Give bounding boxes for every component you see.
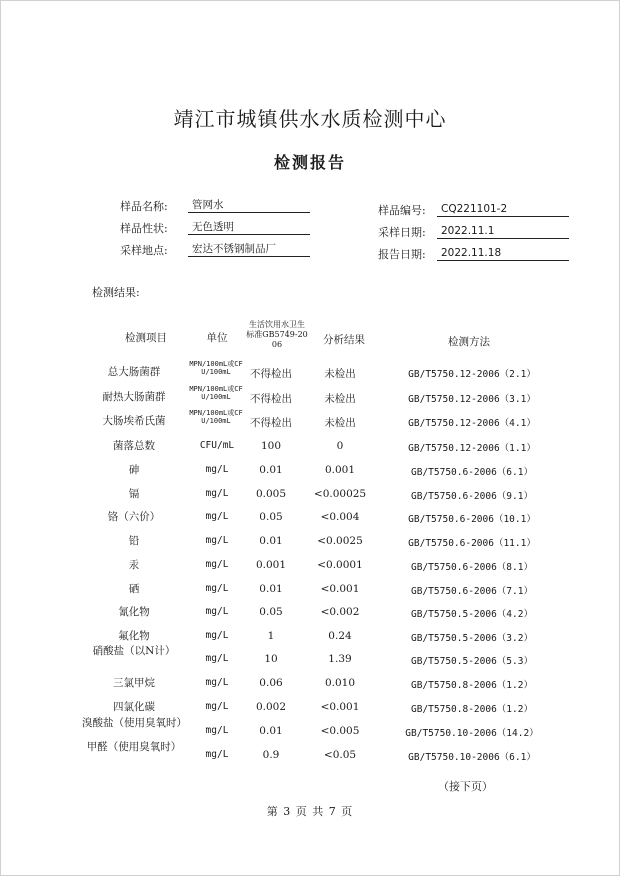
sample-name-label: 样品名称:: [120, 200, 168, 213]
row-standard: 1: [267, 630, 275, 642]
row-standard: 0.01: [259, 583, 283, 595]
report-date-value: 2022.11.18: [437, 246, 569, 261]
sampling-date-label: 采样日期:: [378, 226, 426, 239]
row-unit: MPN/100mL或CFU/100mL: [189, 409, 243, 425]
row-method: GB/T5750.5-2006（3.2）: [411, 633, 533, 644]
row-item: 砷: [128, 464, 140, 476]
row-result: 0.24: [328, 630, 352, 642]
row-unit: mg/L: [205, 488, 229, 499]
row-result: <0.004: [320, 511, 360, 523]
row-standard: 不得检出: [250, 417, 292, 429]
sample-name-value: 管网水: [188, 198, 310, 213]
row-result: 0.001: [324, 464, 356, 476]
table-row: [0, 411, 620, 435]
row-standard: 10: [264, 653, 278, 665]
table-row: [0, 741, 620, 769]
row-standard: 0.005: [255, 488, 287, 500]
row-unit: mg/L: [205, 559, 229, 570]
table-row: [0, 673, 620, 697]
row-unit: mg/L: [205, 725, 229, 736]
row-result: <0.002: [320, 606, 360, 618]
sample-property-value: 无色透明: [188, 220, 310, 235]
row-item: 三氯甲烷: [113, 677, 155, 689]
row-item: 甲醛（使用臭氧时）: [86, 741, 182, 753]
table-row: [0, 579, 620, 603]
row-unit: mg/L: [205, 535, 229, 546]
row-result: 未检出: [324, 417, 356, 429]
row-method: GB/T5750.12-2006（4.1）: [408, 418, 536, 429]
row-item: 大肠埃希氏菌: [102, 415, 166, 427]
table-row: [0, 602, 620, 626]
row-result: 未检出: [324, 393, 356, 405]
row-item: 硒: [128, 583, 140, 595]
row-result: <0.005: [320, 725, 360, 737]
row-item: 氟化物: [118, 630, 150, 642]
row-standard: 0.002: [255, 701, 287, 713]
table-row: [0, 387, 620, 411]
row-item: 总大肠菌群: [107, 366, 161, 378]
row-standard: 0.9: [262, 749, 280, 761]
row-result: 0.010: [324, 677, 356, 689]
row-unit: mg/L: [205, 677, 229, 688]
row-unit: mg/L: [205, 511, 229, 522]
row-item: 汞: [128, 559, 140, 571]
sampling-site-label: 采样地点:: [120, 244, 168, 257]
row-unit: mg/L: [205, 749, 229, 760]
row-item: 菌落总数: [113, 440, 155, 452]
continue-note: （接下页）: [438, 780, 493, 793]
row-result: 0: [336, 440, 344, 452]
table-row: [0, 362, 620, 386]
table-row: [0, 645, 620, 673]
table-row: [0, 555, 620, 579]
row-standard: 0.001: [255, 559, 287, 571]
row-method: GB/T5750.6-2006（10.1）: [408, 514, 536, 525]
row-result: <0.05: [323, 749, 357, 761]
sample-no-label: 样品编号:: [378, 204, 426, 217]
row-standard: 0.01: [259, 464, 283, 476]
table-row: [0, 507, 620, 531]
row-method: GB/T5750.10-2006（14.2）: [405, 728, 539, 739]
table-row: [0, 436, 620, 460]
header-unit: 单位: [206, 332, 228, 344]
row-result: 1.39: [328, 653, 352, 665]
row-unit: MPN/100mL或CFU/100mL: [189, 385, 243, 401]
page-number: 第 3 页 共 7 页: [266, 805, 354, 818]
row-result: <0.001: [320, 583, 360, 595]
row-unit: MPN/100mL或CFU/100mL: [189, 360, 243, 376]
row-method: GB/T5750.6-2006（6.1）: [411, 467, 533, 478]
row-unit: mg/L: [205, 653, 229, 664]
report-date-label: 报告日期:: [378, 248, 426, 261]
table-row: [0, 484, 620, 508]
row-unit: mg/L: [205, 583, 229, 594]
row-standard: 不得检出: [250, 368, 292, 380]
row-method: GB/T5750.12-2006（2.1）: [408, 369, 536, 380]
row-result: <0.00025: [313, 488, 367, 500]
row-method: GB/T5750.6-2006（7.1）: [411, 586, 533, 597]
row-standard: 不得检出: [250, 393, 292, 405]
row-result: <0.0001: [317, 559, 363, 571]
table-row: [0, 460, 620, 484]
row-method: GB/T5750.6-2006（9.1）: [411, 491, 533, 502]
header-result: 分析结果: [323, 334, 365, 346]
row-result: <0.0025: [317, 535, 363, 547]
row-item: 四氯化碳: [113, 701, 155, 713]
org-title: 靖江市城镇供水水质检测中心: [173, 107, 447, 131]
row-item: 硝酸盐（以N计）: [92, 645, 176, 657]
row-result: 未检出: [324, 368, 356, 380]
row-standard: 0.05: [259, 511, 283, 523]
row-item: 耐热大肠菌群: [102, 391, 166, 403]
row-method: GB/T5750.6-2006（8.1）: [411, 562, 533, 573]
row-item: 铬（六价）: [107, 511, 161, 523]
header-method: 检测方法: [448, 336, 490, 348]
row-method: GB/T5750.8-2006（1.2）: [411, 680, 533, 691]
row-item: 溴酸盐（使用臭氧时）: [82, 717, 187, 729]
row-item: 氰化物: [118, 606, 150, 618]
table-row: [0, 531, 620, 555]
row-method: GB/T5750.12-2006（1.1）: [408, 443, 536, 454]
sampling-date-value: 2022.11.1: [437, 224, 569, 239]
row-item: 镉: [128, 488, 140, 500]
sample-property-label: 样品性状:: [120, 222, 168, 235]
row-unit: mg/L: [205, 701, 229, 712]
row-standard: 0.01: [259, 725, 283, 737]
row-unit: CFU/mL: [199, 440, 235, 451]
row-unit: mg/L: [205, 606, 229, 617]
report-title: 检测报告: [273, 153, 346, 172]
row-unit: mg/L: [205, 630, 229, 641]
row-method: GB/T5750.5-2006（4.2）: [411, 609, 533, 620]
row-method: GB/T5750.12-2006（3.1）: [408, 394, 536, 405]
row-method: GB/T5750.5-2006（5.3）: [411, 656, 533, 667]
results-label: 检测结果:: [92, 286, 140, 299]
header-standard: 生活饮用水卫生标准GB5749-2006: [246, 320, 308, 349]
row-result: <0.001: [320, 701, 360, 713]
sampling-site-value: 宏达不锈钢制品厂: [188, 242, 310, 257]
row-standard: 100: [260, 440, 282, 452]
sample-no-value: CQ221101-2: [437, 202, 569, 217]
header-item: 检测项目: [125, 332, 167, 344]
row-item: 铅: [128, 535, 140, 547]
row-standard: 0.05: [259, 606, 283, 618]
row-method: GB/T5750.6-2006（11.1）: [408, 538, 536, 549]
row-standard: 0.06: [259, 677, 283, 689]
row-unit: mg/L: [205, 464, 229, 475]
row-method: GB/T5750.8-2006（1.2）: [411, 704, 533, 715]
row-standard: 0.01: [259, 535, 283, 547]
row-method: GB/T5750.10-2006（6.1）: [408, 752, 536, 763]
